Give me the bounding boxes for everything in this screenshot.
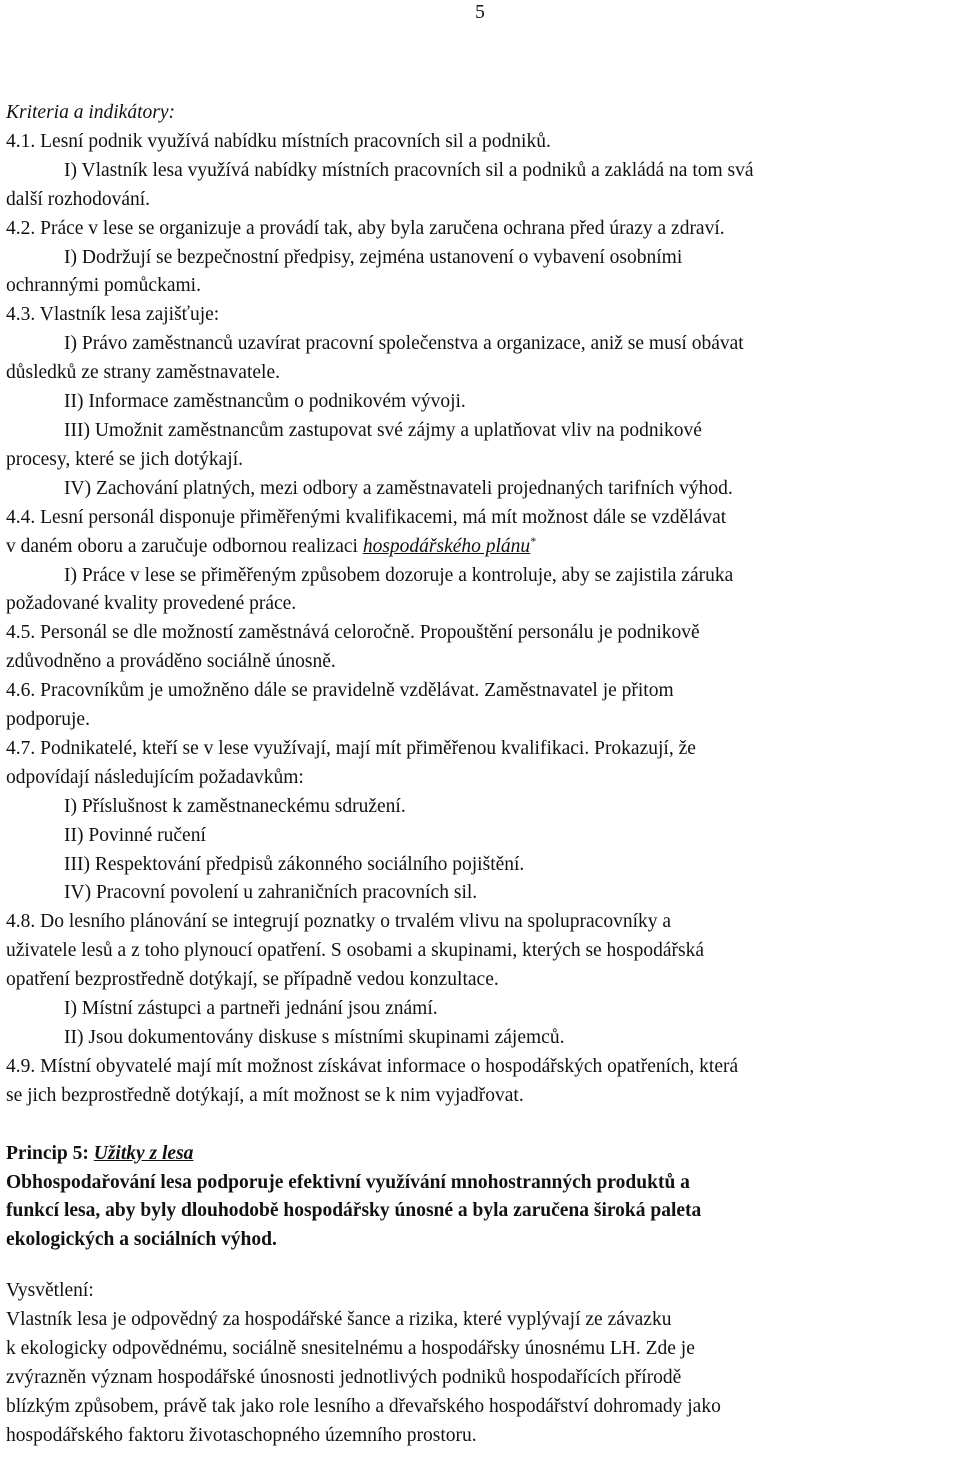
criterion-line: odpovídají následujícím požadavkům:	[6, 766, 304, 788]
criterion-line: se jich bezprostředně dotýkají, a mít možnost se k nim vyjadřovat.	[6, 1084, 524, 1106]
principle-label: Princip 5:	[6, 1142, 94, 1164]
spacer	[6, 1111, 951, 1140]
indicator-line: I) Právo zaměstnanců uzavírat pracovní společenstva a organizace, aniž se musí obávat	[64, 333, 744, 355]
plan-term: hospodářského plánu	[362, 535, 531, 557]
principle-text: Obhospodařování lesa podporuje efektivní využívání mnohostranných produktů a	[6, 1171, 690, 1193]
explanation-text: Vlastník lesa je odpovědný za hospodářské šance a rizika, které vyplývají ze závazku	[6, 1309, 672, 1331]
indicator-line: I) Dodržují se bezpečnostní předpisy, zejména ustanovení o vybavení osobními	[64, 246, 683, 268]
principle-text: ekologických a sociálních výhod.	[6, 1229, 277, 1251]
indicator-line: II) Povinné ručení	[64, 824, 206, 846]
criteria-heading: Kriteria a indikátory:	[6, 102, 175, 123]
footnote-mark: *	[530, 533, 537, 548]
indicator-line: I) Práce v lese se přiměřeným způsobem dozoruje a kontroluje, aby se zajistila záruka	[64, 564, 734, 586]
document-body	[6, 99, 951, 1451]
criterion-4-5: 4.5. Personál se dle možností zaměstnává celoročně. Propouštění personálu je podnikově	[6, 622, 700, 644]
principle-heading	[6, 1140, 951, 1169]
indicator-line: III) Respektování předpisů zákonného sociálního pojištění.	[64, 853, 525, 875]
indicator-line: IV) Pracovní povolení u zahraničních pracovních sil.	[64, 882, 478, 904]
criterion-line	[6, 533, 951, 562]
indicator-line: II) Informace zaměstnancům o podnikovém vývoji.	[64, 391, 466, 413]
indicator-line: IV) Zachování platných, mezi odbory a zaměstnavateli projednaných tarifních výhod.	[64, 477, 733, 499]
criterion-4-1: 4.1. Lesní podnik využívá nabídku místních pracovních sil a podniků.	[6, 130, 551, 152]
criterion-4-7: 4.7. Podnikatelé, kteří se v lese využívají, mají mít přiměřenou kvalifikaci. Prokazují, že	[6, 737, 696, 759]
criterion-4-4: 4.4. Lesní personál disponuje přiměřenými kvalifikacemi, má mít možnost dále se vzdělávat	[6, 506, 727, 528]
explanation-text: k ekologicky odpovědnému, sociálně snesitelnému a hospodářsky únosnému LH. Zde je	[6, 1338, 695, 1360]
criterion-line: zdůvodněno a prováděno sociálně únosně.	[6, 651, 336, 673]
criterion-4-2: 4.2. Práce v lese se organizuje a provádí tak, aby byla zaručena ochrana před úrazy a zdraví.	[6, 217, 725, 239]
spacer	[6, 1255, 951, 1277]
indicator-line: požadované kvality provedené práce.	[6, 593, 297, 615]
criterion-4-9: 4.9. Místní obyvatelé mají mít možnost získávat informace o hospodářských opatřeních, která	[6, 1055, 739, 1077]
indicator-line: důsledků ze strany zaměstnavatele.	[6, 362, 280, 384]
criterion-4-3: 4.3. Vlastník lesa zajišťuje:	[6, 304, 220, 326]
page-number: 5	[475, 2, 485, 23]
indicator-line: II) Jsou dokumentovány diskuse s místními skupinami zájemců.	[64, 1027, 565, 1048]
principle-text: funkcí lesa, aby byly dlouhodobě hospodářsky únosné a byla zaručena široká paleta	[6, 1200, 702, 1222]
explanation-text: blízkým způsobem, právě tak jako role lesního a dřevařského hospodářství dohromady jako	[6, 1395, 721, 1417]
criterion-line: podporuje.	[6, 709, 90, 731]
criterion-4-6: 4.6. Pracovníkům je umožněno dále se pravidelně vzdělávat. Zaměstnavatel je přitom	[6, 680, 674, 702]
indicator-line: III) Umožnit zaměstnancům zastupovat své zájmy a uplatňovat vliv na podnikové	[64, 419, 702, 441]
indicator-line: další rozhodování.	[6, 188, 151, 210]
explanation-text: hospodářského faktoru životaschopného územního prostoru.	[6, 1424, 477, 1446]
criterion-line: opatření bezprostředně dotýkají, se případně vedou konzultace.	[6, 969, 499, 991]
criterion-line: uživatele lesů a z toho plynoucí opatření. S osobami a skupinami, kterých se hospodářská	[6, 940, 705, 962]
indicator-line: I) Místní zástupci a partneři jednání jsou známí.	[64, 998, 438, 1020]
indicator-line: ochrannými pomůckami.	[6, 275, 201, 297]
principle-title: Užitky z lesa	[93, 1142, 194, 1164]
line-text: v daném oboru a zaručuje odbornou realizaci	[6, 535, 363, 557]
explanation-label: Vysvětlení:	[6, 1280, 94, 1302]
explanation-text: zvýrazněn význam hospodářské únosnosti jednotlivých podniků hospodařících přírodě	[6, 1366, 682, 1388]
indicator-line: I) Vlastník lesa využívá nabídky místních pracovních sil a podniků a zakládá na tom svá	[64, 159, 754, 181]
indicator-line: I) Příslušnost k zaměstnaneckému sdružení.	[64, 795, 406, 817]
criterion-4-8: 4.8. Do lesního plánování se integrují poznatky o trvalém vlivu na spolupracovníky a	[6, 911, 672, 933]
indicator-line: procesy, které se jich dotýkají.	[6, 448, 243, 470]
